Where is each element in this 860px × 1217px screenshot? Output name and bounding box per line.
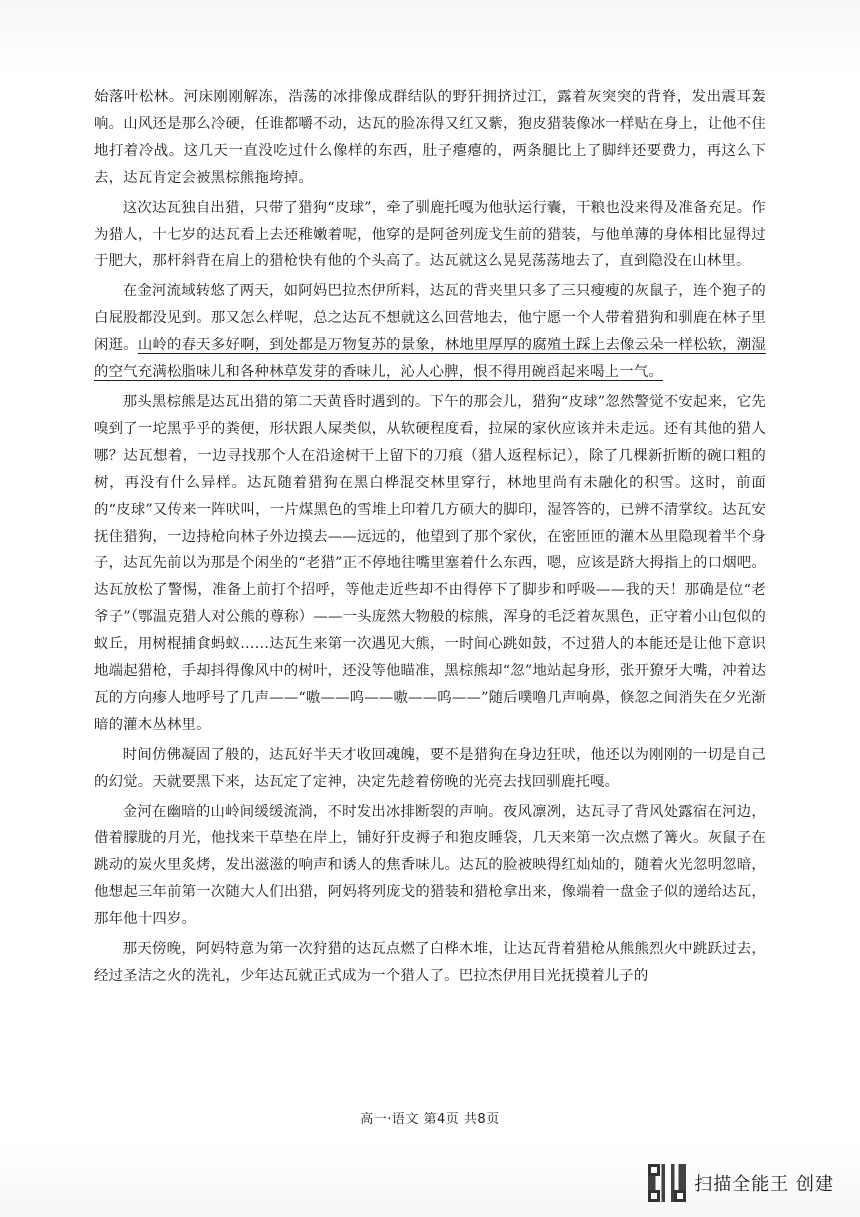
paragraph-5: 时间仿佛凝固了般的，达瓦好半天才收回魂魄，要不是猎狗在身边狂吠，他还以为刚刚的一切是自己的幻觉。天就要黑下来，达瓦定了定神，决定先趁着傍晚的光亮去找回驯鹿托嘎。	[94, 746, 766, 790]
paragraph-6: 金河在幽暗的山岭间缓缓流淌，不时发出冰排断裂的声响。夜风凛冽，达瓦寻了背风处露宿在河边，借着朦胧的月光，他找来干草垫在岸上，铺好犴皮褥子和狍皮睡袋，几天来第一次点燃了篝火。灰鼠子在跳动的炭火里炙烤，发出滋滋的响声和诱人的焦香味儿。达瓦的脸被映得红灿灿的，随着火光忽明忽暗，他想起三年前第一次随大人们出猎，阿妈将列庞戈的猎装和猎枪拿出来，像端着一盘金子似的递给达瓦，那年他十四岁。	[94, 803, 766, 928]
paragraph-4: 那头黑棕熊是达瓦出猎的第二天黄昏时遇到的。下午的那会儿，猎狗“皮球”忽然警觉不安起来，它先嗅到了一坨黑乎乎的粪便，形状跟人屎类似，从软硬程度看，拉屎的家伙应该并未走远。还有其他的猎人哪？达瓦想着，一边寻找那个人在沿途树干上留下的刀痕（猎人返程标记），除了几棵新折断的碗口粗的树，再没有什么异样。达瓦随着猎狗在黑白桦混交林里穿行，林地里尚有未融化的积雪。这时，前面的“皮球”又传来一阵吠叫，一片煤黑色的雪堆上印着几方硕大的脚印，湿答答的，已辨不清掌纹。达瓦安抚住猎狗，一边持枪向林子外边摸去——远远的，他望到了那个家伙，在密匝匝的灌木丛里隐现着半个身子，达瓦先前以为那是个闲坐的“老猎”正不停地往嘴里塞着什么东西，嗯，应该是跻大拇指上的口烟吧。达瓦放松了警惕，准备上前打个招呼，等他走近些却不由得停下了脚步和呼吸——我的天！那确是位“老爷子”（鄂温克猎人对公熊的尊称）——一头庞然大物般的棕熊，浑身的毛泛着灰黑色，正守着小山包似的蚁丘，用树棍捕食蚂蚁……达瓦生来第一次遇见大熊，一时间心跳如鼓，不过猎人的本能还是让他下意识地端起猎枪，手却抖得像风中的树叶，还没等他瞄准，黑棕熊却“忽”地站起身形，张开獠牙大嘴，冲着达瓦的方向瘆人地呼号了几声——“嗷——呜——嗷——呜——”随后噗噜几声响鼻，倏忽之间消失在夕光渐暗的灌木丛林里。	[94, 393, 766, 733]
qr-code-icon	[648, 1164, 686, 1202]
paragraph-2: 这次达瓦独自出猎，只带了猎狗“皮球”，牵了驯鹿托嘎为他驮运行囊，干粮也没来得及准备充足。作为猎人，十七岁的达瓦看上去还稚嫩着呢，他穿的是阿爸列庞戈生前的猎装，与他单薄的身体相比显得过于肥大，那杆斜背在肩上的猎枪快有他的个头高了。达瓦就这么晃晃荡荡地去了，直到隐没在山林里。	[94, 199, 766, 270]
page-footer: 高一·语文 第4页 共8页	[360, 1112, 500, 1127]
article-body	[94, 84, 766, 993]
paragraph-1: 始落叶松林。河床刚刚解冻，浩荡的冰排像成群结队的野犴拥挤过江，露着灰突突的背脊，发出震耳轰响。山风还是那么冷硬，任谁都嚼不动，达瓦的脸冻得又红又紫，狍皮猎装像冰一样贴在身上，让他不住地打着冷战。这几天一直没吃过什么像样的东西，肚子瘪瘪的，两条腿比上了脚绊还要费力，再这么下去，达瓦肯定会被黑棕熊拖垮掉。	[94, 89, 766, 186]
paragraph-3	[94, 278, 766, 386]
paragraph-3-text: 在金河流域转悠了两天，如阿妈巴拉杰伊所料，达瓦的背夹里只多了三只瘦瘦的灰鼠子，连个狍子的白屁股都没见到。那又怎么样呢，总之达瓦不想就这么回营地去，他宁愿一个人带着猎狗和驯鹿在林子里闲逛。	[94, 283, 766, 354]
watermark-text: 扫描全能王 创建	[694, 1174, 834, 1195]
paragraph-7: 那天傍晚，阿妈特意为第一次狩猎的达瓦点燃了白桦木堆，让达瓦背着猎枪从熊熊烈火中跳跃过去，经过圣洁之火的洗礼，少年达瓦就正式成为一个猎人了。巴拉杰伊用目光抚摸着儿子的	[94, 941, 766, 984]
scanner-watermark	[648, 1163, 834, 1203]
underlined-sentence: 山岭的春天多好啊，到处都是万物复苏的景象，林地里厚厚的腐殖土踩上去像云朵一样松软，潮湿的空气充满松脂味儿和各种林草发芽的香味儿，沁人心脾，恨不得用碗舀起来喝上一气。	[94, 337, 766, 381]
